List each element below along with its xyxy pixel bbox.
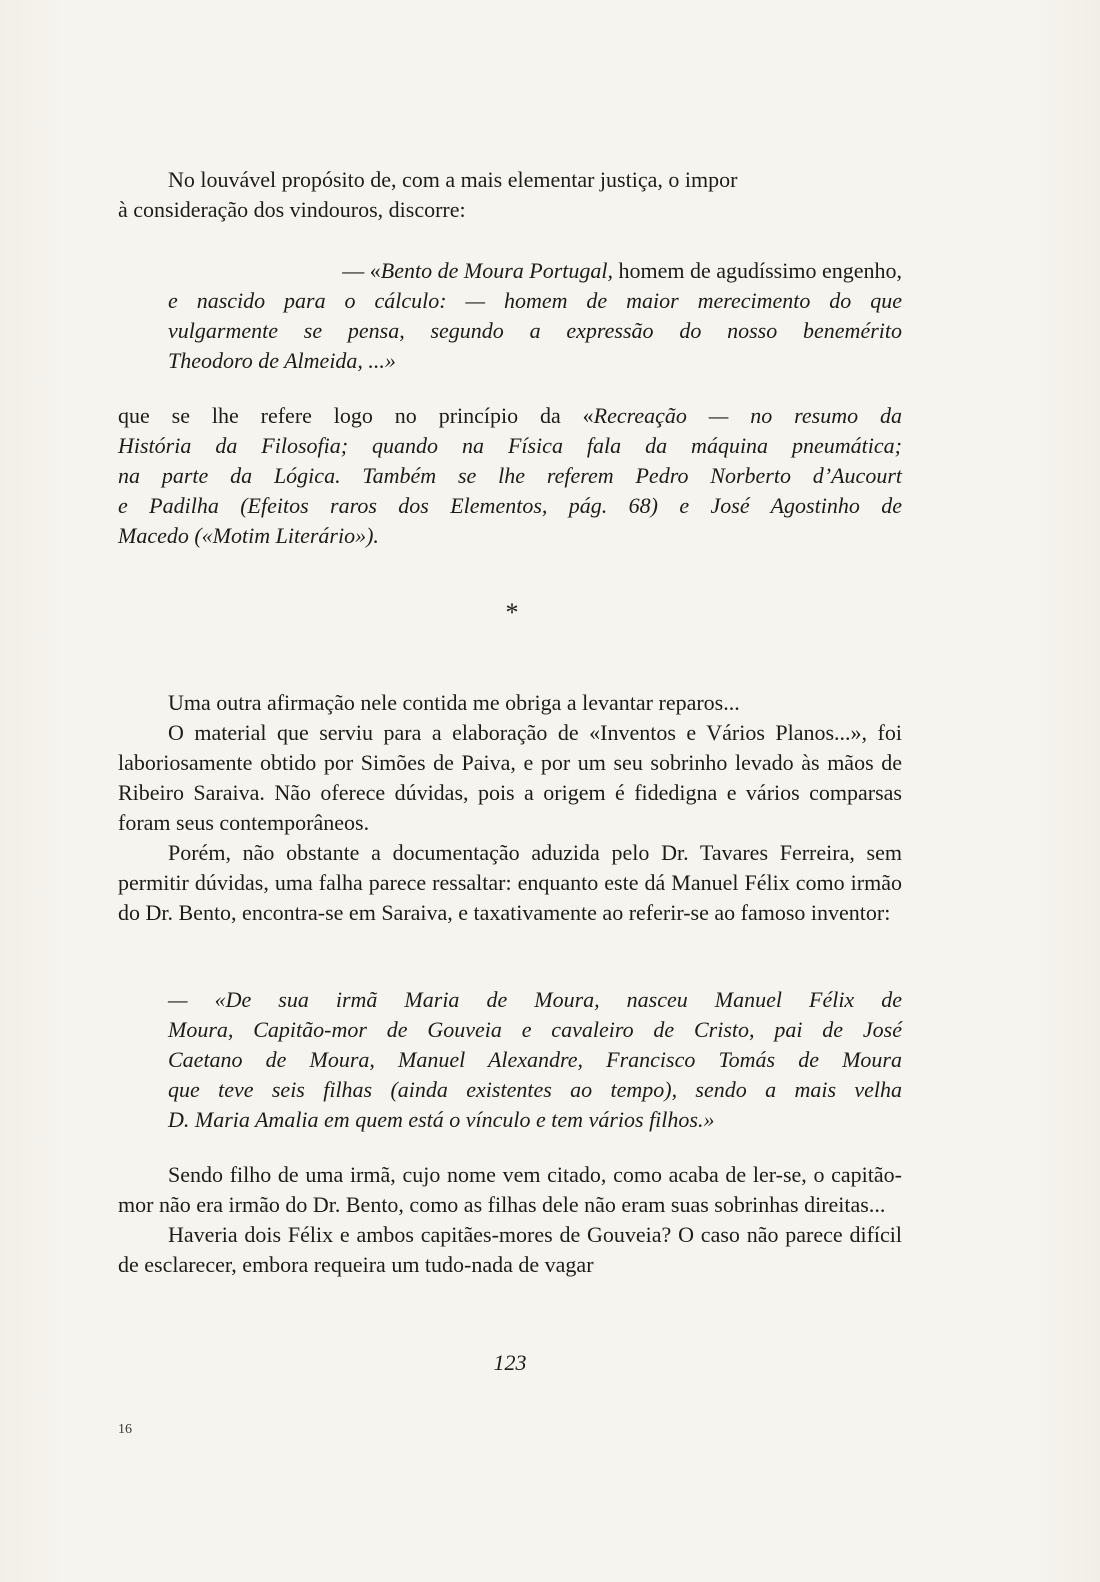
intro-line-2: à consideração dos vindouros, discorre: [118, 197, 466, 222]
quote-saraiva-line-2: Moura, Capitão-mor de Gouveia e cavaleiro de Cristo, pai de José [168, 1017, 902, 1042]
signature-mark: 16 [118, 1422, 132, 1437]
quote-bento-line-1: — «Bento de Moura Portugal, homem de agudíssimo engenho, [342, 258, 902, 283]
quote-bento-line-2: e nascido para o cálculo: — homem de maior merecimento do que [168, 288, 902, 313]
paragraph-final-block [118, 1160, 902, 1280]
quote-bento-line-4: Theodoro de Almeida, ...» [168, 348, 396, 373]
quote-bento-line-3: vulgarmente se pensa, segundo a expressão do nosso benemérito [168, 318, 902, 343]
paragraph-block [118, 688, 902, 928]
paragraph-intro [118, 165, 902, 225]
paragraph-reparos: Uma outra afirmação nele contida me obriga a levantar reparos... [168, 690, 740, 715]
intro-line-1: No louvável propósito de, com a mais elementar justiça, o impor [168, 167, 738, 192]
paragraph-sendo-filho: Sendo filho de uma irmã, cujo nome vem citado, como acaba de ler-se, o capitão-mor não era irmão do Dr. Bento, como as filhas dele não eram suas sobrinhas direitas... [118, 1162, 902, 1217]
paragraph-references [118, 401, 902, 551]
section-separator: * [505, 598, 519, 627]
paragraph-porem: Porém, não obstante a documentação aduzida pelo Dr. Tavares Ferreira, sem permitir dúvidas, uma falha parece ressaltar: enquanto este dá Manuel Félix como irmão do Dr. Bento, encontra-se em Saraiva, e taxativamente ao referir-se ao famoso inventor: [118, 840, 902, 925]
references-line-4: e Padilha (Efeitos raros dos Elementos, pág. 68) e José Agostinho de [118, 493, 902, 518]
quote-saraiva-line-1: — «De sua irmã Maria de Moura, nasceu Manuel Félix de [168, 987, 902, 1012]
quote-saraiva [168, 985, 902, 1135]
quote-saraiva-line-4: que teve seis filhas (ainda existentes ao tempo), sendo a mais velha [168, 1077, 902, 1102]
references-line-1: que se lhe refere logo no princípio da «Recreação — no resumo da [118, 403, 902, 428]
quote-saraiva-line-3: Caetano de Moura, Manuel Alexandre, Francisco Tomás de Moura [168, 1047, 902, 1072]
references-line-2: História da Filosofia; quando na Física fala da máquina pneumática; [118, 433, 902, 458]
quote-bento [168, 256, 902, 376]
paragraph-haveria: Haveria dois Félix e ambos capitães-mores de Gouveia? O caso não parece difícil de esclarecer, embora requeira um tudo-nada de vagar [118, 1222, 902, 1277]
references-line-3: na parte da Lógica. Também se lhe referem Pedro Norberto d’Aucourt [118, 463, 902, 488]
references-line-5: Macedo («Motim Literário»). [118, 523, 379, 548]
paragraph-material: O material que serviu para a elaboração de «Inventos e Vários Planos...», foi laboriosamente obtido por Simões de Paiva, e por um seu sobrinho levado às mãos de Ribeiro Saraiva. Não oferece dúvidas, pois a origem é fidedigna e vários comparsas foram seus contemporâneos. [118, 720, 902, 835]
quote-saraiva-line-5: D. Maria Amalia em quem está o vínculo e tem vários filhos.» [168, 1107, 715, 1132]
page-number: 123 [493, 1350, 527, 1375]
